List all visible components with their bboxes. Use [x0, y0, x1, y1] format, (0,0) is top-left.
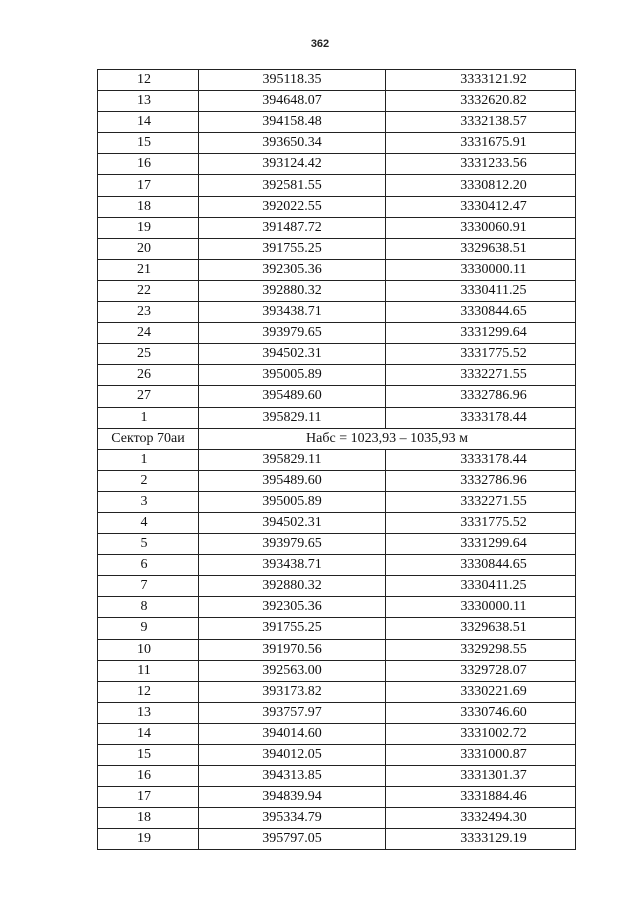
point-number-cell: 25	[98, 344, 199, 365]
table-row	[98, 407, 576, 428]
x-coordinate-cell: 394502.31	[199, 344, 386, 365]
x-coordinate-cell: 395005.89	[199, 491, 386, 512]
point-number-cell: 17	[98, 787, 199, 808]
x-coordinate-cell: 393979.65	[199, 323, 386, 344]
x-coordinate-cell: 393650.34	[199, 133, 386, 154]
y-coordinate-cell: 3330812.20	[386, 175, 576, 196]
table-row	[98, 534, 576, 555]
y-coordinate-cell: 3330000.11	[386, 259, 576, 280]
x-coordinate-cell: 392880.32	[199, 280, 386, 301]
table-row	[98, 491, 576, 512]
point-number-cell: 11	[98, 660, 199, 681]
point-number-cell: 12	[98, 681, 199, 702]
y-coordinate-cell: 3329728.07	[386, 660, 576, 681]
x-coordinate-cell: 393979.65	[199, 534, 386, 555]
y-coordinate-cell: 3331675.91	[386, 133, 576, 154]
sector-header	[98, 428, 576, 449]
y-coordinate-cell: 3333121.92	[386, 70, 576, 91]
y-coordinate-cell: 3333178.44	[386, 449, 576, 470]
table-row	[98, 91, 576, 112]
x-coordinate-cell: 395829.11	[199, 407, 386, 428]
table-row	[98, 344, 576, 365]
y-coordinate-cell: 3332620.82	[386, 91, 576, 112]
table-row	[98, 639, 576, 660]
y-coordinate-cell: 3331884.46	[386, 787, 576, 808]
y-coordinate-cell: 3329638.51	[386, 618, 576, 639]
point-number-cell: 18	[98, 196, 199, 217]
y-coordinate-cell: 3332271.55	[386, 491, 576, 512]
point-number-cell: 6	[98, 555, 199, 576]
x-coordinate-cell: 393757.97	[199, 702, 386, 723]
point-number-cell: 1	[98, 407, 199, 428]
table-row	[98, 660, 576, 681]
y-coordinate-cell: 3331775.52	[386, 344, 576, 365]
x-coordinate-cell: 395489.60	[199, 470, 386, 491]
y-coordinate-cell: 3329638.51	[386, 238, 576, 259]
table-row	[98, 787, 576, 808]
x-coordinate-cell: 395334.79	[199, 808, 386, 829]
table-row	[98, 112, 576, 133]
x-coordinate-cell: 391755.25	[199, 618, 386, 639]
table-row	[98, 238, 576, 259]
y-coordinate-cell: 3330221.69	[386, 681, 576, 702]
table-row	[98, 766, 576, 787]
sector-label: Сектор 70аи	[98, 428, 199, 449]
x-coordinate-cell: 393124.42	[199, 154, 386, 175]
y-coordinate-cell: 3329298.55	[386, 639, 576, 660]
y-coordinate-cell: 3331299.64	[386, 534, 576, 555]
point-number-cell: 2	[98, 470, 199, 491]
y-coordinate-cell: 3330412.47	[386, 196, 576, 217]
point-number-cell: 5	[98, 534, 199, 555]
table-row	[98, 808, 576, 829]
table-row	[98, 745, 576, 766]
point-number-cell: 20	[98, 238, 199, 259]
page-number: 362	[310, 38, 330, 50]
point-number-cell: 18	[98, 808, 199, 829]
point-number-cell: 24	[98, 323, 199, 344]
table-row	[98, 386, 576, 407]
point-number-cell: 23	[98, 302, 199, 323]
y-coordinate-cell: 3332786.96	[386, 386, 576, 407]
x-coordinate-cell: 391487.72	[199, 217, 386, 238]
y-coordinate-cell: 3331775.52	[386, 512, 576, 533]
y-coordinate-cell: 3332271.55	[386, 365, 576, 386]
point-number-cell: 13	[98, 91, 199, 112]
table-row	[98, 280, 576, 301]
x-coordinate-cell: 394502.31	[199, 512, 386, 533]
table-row	[98, 175, 576, 196]
point-number-cell: 15	[98, 133, 199, 154]
point-number-cell: 22	[98, 280, 199, 301]
y-coordinate-cell: 3332786.96	[386, 470, 576, 491]
x-coordinate-cell: 392880.32	[199, 576, 386, 597]
sector-height-range: Набс = 1023,93 – 1035,93 м	[199, 428, 576, 449]
x-coordinate-cell: 395797.05	[199, 829, 386, 850]
coordinates-group-1	[98, 70, 576, 429]
x-coordinate-cell: 391970.56	[199, 639, 386, 660]
x-coordinate-cell: 395005.89	[199, 365, 386, 386]
point-number-cell: 7	[98, 576, 199, 597]
point-number-cell: 19	[98, 217, 199, 238]
table-row	[98, 555, 576, 576]
point-number-cell: 12	[98, 70, 199, 91]
table-row	[98, 576, 576, 597]
table-row	[98, 323, 576, 344]
x-coordinate-cell: 394014.60	[199, 723, 386, 744]
table-row	[98, 449, 576, 470]
point-number-cell: 13	[98, 702, 199, 723]
x-coordinate-cell: 392563.00	[199, 660, 386, 681]
table-row	[98, 597, 576, 618]
point-number-cell: 8	[98, 597, 199, 618]
y-coordinate-cell: 3330844.65	[386, 302, 576, 323]
point-number-cell: 3	[98, 491, 199, 512]
table-row	[98, 723, 576, 744]
y-coordinate-cell: 3330411.25	[386, 576, 576, 597]
y-coordinate-cell: 3330844.65	[386, 555, 576, 576]
table-row	[98, 70, 576, 91]
point-number-cell: 1	[98, 449, 199, 470]
table-row	[98, 829, 576, 850]
x-coordinate-cell: 394158.48	[199, 112, 386, 133]
y-coordinate-cell: 3332494.30	[386, 808, 576, 829]
y-coordinate-cell: 3330746.60	[386, 702, 576, 723]
x-coordinate-cell: 395118.35	[199, 70, 386, 91]
x-coordinate-cell: 392305.36	[199, 259, 386, 280]
x-coordinate-cell: 394648.07	[199, 91, 386, 112]
point-number-cell: 16	[98, 154, 199, 175]
point-number-cell: 14	[98, 723, 199, 744]
table-row	[98, 217, 576, 238]
y-coordinate-cell: 3330411.25	[386, 280, 576, 301]
table-row	[98, 618, 576, 639]
point-number-cell: 27	[98, 386, 199, 407]
point-number-cell: 9	[98, 618, 199, 639]
table-row	[98, 196, 576, 217]
point-number-cell: 21	[98, 259, 199, 280]
sector-header-row	[98, 428, 576, 449]
table-row	[98, 470, 576, 491]
y-coordinate-cell: 3330060.91	[386, 217, 576, 238]
point-number-cell: 26	[98, 365, 199, 386]
table-row	[98, 154, 576, 175]
y-coordinate-cell: 3331000.87	[386, 745, 576, 766]
x-coordinate-cell: 394313.85	[199, 766, 386, 787]
y-coordinate-cell: 3331002.72	[386, 723, 576, 744]
x-coordinate-cell: 395489.60	[199, 386, 386, 407]
y-coordinate-cell: 3333129.19	[386, 829, 576, 850]
point-number-cell: 17	[98, 175, 199, 196]
x-coordinate-cell: 392581.55	[199, 175, 386, 196]
y-coordinate-cell: 3330000.11	[386, 597, 576, 618]
table-row	[98, 365, 576, 386]
table-row	[98, 302, 576, 323]
x-coordinate-cell: 392305.36	[199, 597, 386, 618]
y-coordinate-cell: 3331299.64	[386, 323, 576, 344]
y-coordinate-cell: 3332138.57	[386, 112, 576, 133]
x-coordinate-cell: 392022.55	[199, 196, 386, 217]
point-number-cell: 4	[98, 512, 199, 533]
point-number-cell: 19	[98, 829, 199, 850]
x-coordinate-cell: 393438.71	[199, 555, 386, 576]
table-row	[98, 259, 576, 280]
y-coordinate-cell: 3331233.56	[386, 154, 576, 175]
coordinates-group-2	[98, 449, 576, 850]
table-row	[98, 133, 576, 154]
y-coordinate-cell: 3333178.44	[386, 407, 576, 428]
table-row	[98, 702, 576, 723]
table-row	[98, 681, 576, 702]
point-number-cell: 14	[98, 112, 199, 133]
point-number-cell: 15	[98, 745, 199, 766]
coordinates-table	[97, 69, 576, 850]
x-coordinate-cell: 393173.82	[199, 681, 386, 702]
x-coordinate-cell: 393438.71	[199, 302, 386, 323]
x-coordinate-cell: 395829.11	[199, 449, 386, 470]
table-row	[98, 512, 576, 533]
y-coordinate-cell: 3331301.37	[386, 766, 576, 787]
x-coordinate-cell: 391755.25	[199, 238, 386, 259]
point-number-cell: 10	[98, 639, 199, 660]
x-coordinate-cell: 394012.05	[199, 745, 386, 766]
x-coordinate-cell: 394839.94	[199, 787, 386, 808]
point-number-cell: 16	[98, 766, 199, 787]
